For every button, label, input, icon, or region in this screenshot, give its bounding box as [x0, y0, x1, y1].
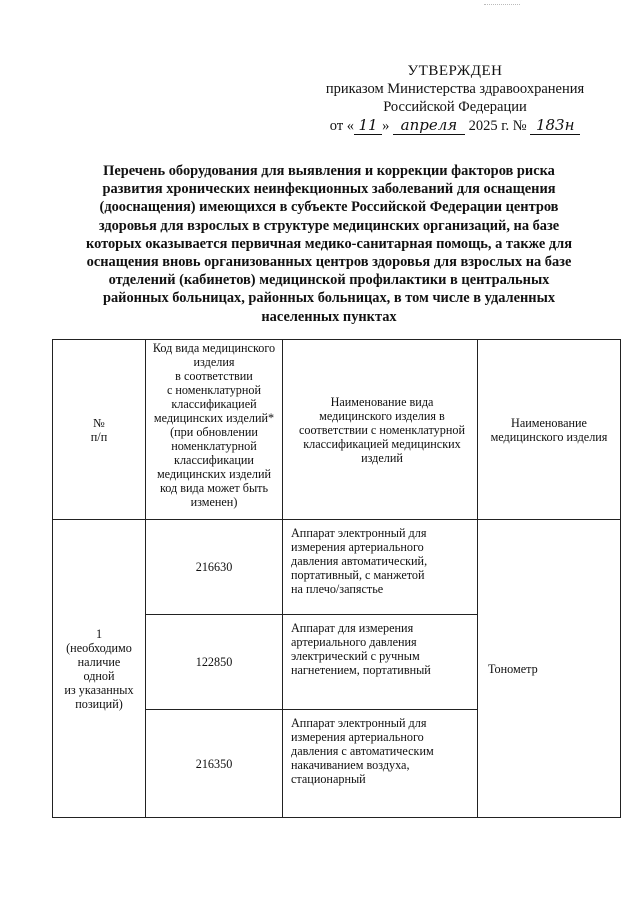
row-kind: Аппарат для измерения артериального давления электрический с ручным нагнетением, портативный: [283, 615, 478, 710]
row-code: 216630: [146, 520, 283, 615]
approval-stamp: [300, 62, 610, 135]
header-number: № п/п: [53, 340, 146, 520]
row-kind: Аппарат электронный для измерения артериального давления автоматический, портативный, с манжетой на плечо/запястье: [283, 520, 478, 615]
approval-line-1: приказом Министерства здравоохранения: [325, 81, 585, 97]
scan-artifact: [484, 4, 520, 7]
approval-heading: УТВЕРЖДЕН: [407, 63, 503, 79]
date-day: 11: [354, 116, 382, 135]
date-year: 2025 г. №: [468, 118, 527, 134]
approval-date-line: [300, 116, 610, 135]
header-kind-name: Наименование вида медицинского изделия в соответствии с номенклатурной классификацией медицинских изделий: [283, 340, 478, 520]
row-kind: Аппарат электронный для измерения артериального давления с автоматическим накачиванием воздуха, стационарный: [283, 710, 478, 818]
row-code: 122850: [146, 615, 283, 710]
date-prefix: от «: [329, 118, 355, 134]
header-code: Код вида медицинского изделия в соответствии с номенклатурной классификацией медицинских изделий* (при обновлении номенклатурной классификации медицинских изделий код вида может быть изменен): [146, 340, 283, 520]
document-title: Перечень оборудования для выявления и коррекции факторов риска развития хронических неинфекционных заболеваний для оснащения (дооснащения) имеющихся в субъекте Российской Федерации центров здоровья для взрослых в структуре медицинских организаций, на базе которых оказывается первичная медико-санитарная помощь, а также для оснащения вновь организованных центров здоровья для взрослых на базе отделений (кабинетов) медицинской профилактики в центральных районных больницах, районных больницах, в том числе в удаленных населенных пунктах: [86, 163, 572, 325]
date-month: апреля: [393, 116, 465, 135]
table-header-row: [53, 340, 621, 520]
header-device-name: Наименование медицинского изделия: [478, 340, 621, 520]
date-mid: »: [382, 118, 390, 134]
group-device-name: Тонометр: [478, 520, 621, 818]
table-row: [53, 520, 621, 615]
row-code: 216350: [146, 710, 283, 818]
equipment-table: [52, 339, 621, 818]
approval-line-2: Российской Федерации: [383, 99, 527, 115]
order-number: 183н: [530, 116, 580, 135]
group-number: 1 (необходимо наличие одной из указанных позиций): [53, 520, 146, 818]
